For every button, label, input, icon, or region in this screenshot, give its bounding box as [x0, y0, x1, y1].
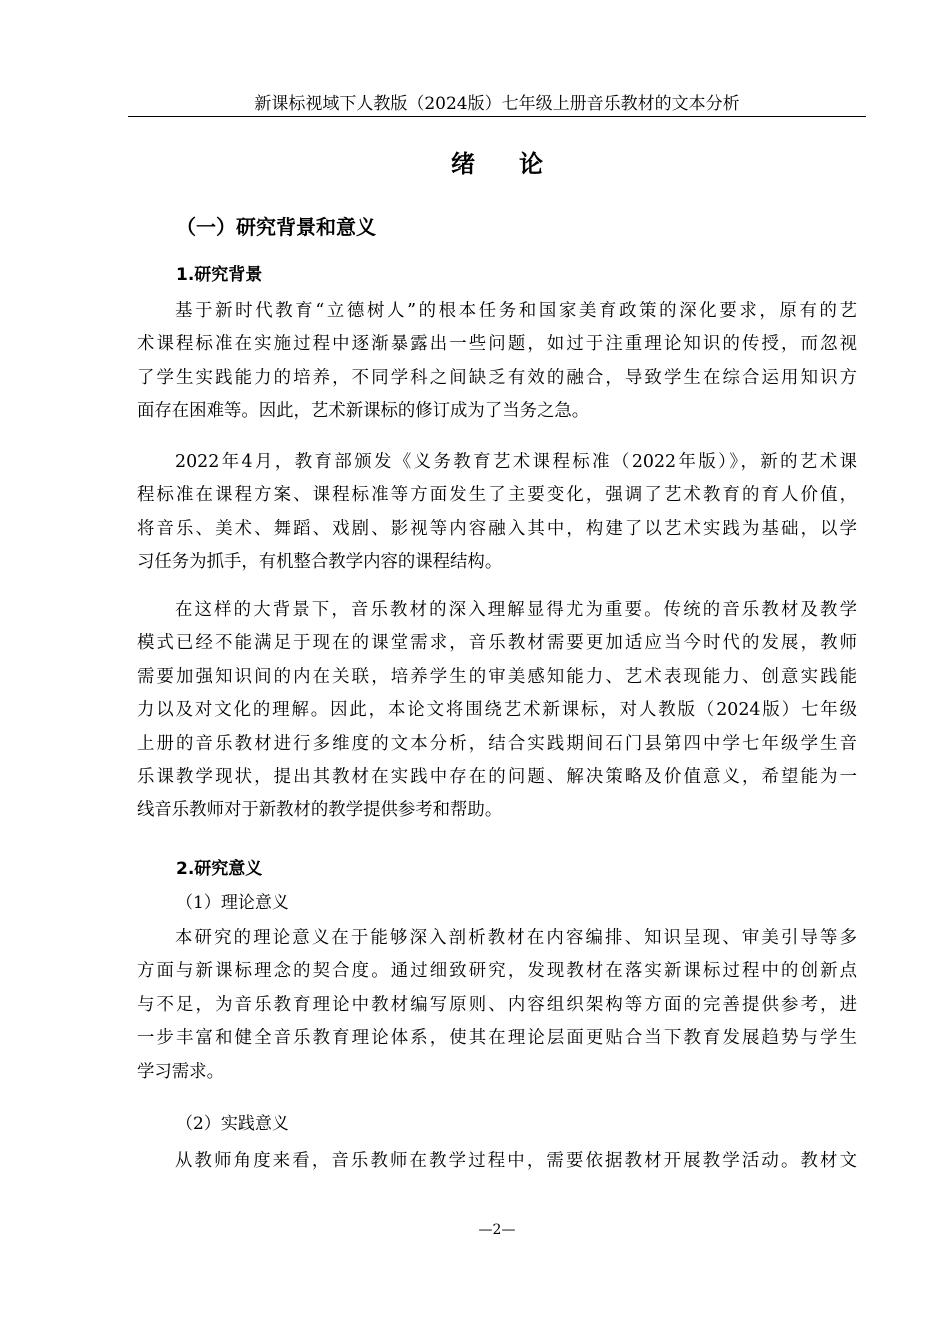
chapter-title: 绪论 [451, 150, 587, 178]
text-line: 一步丰富和健全音乐教育理论体系，使其在理论层面更贴合当下教育发展趋势与学生 [137, 1028, 857, 1049]
text-line: 线音乐教师对于新教材的教学提供参考和帮助。 [137, 800, 503, 821]
subsection-heading-research-significance: 2.研究意义 [176, 859, 263, 879]
running-header: 新课标视域下人教版（2024版）七年级上册音乐教材的文本分析 [254, 94, 740, 114]
text-line: 程标准在课程方案、课程标准等方面发生了主要变化，强调了艺术教育的育人价值， [137, 485, 857, 506]
text-line: 方面与新课标理念的契合度。通过细致研究，发现教材在落实新课标过程中的创新点 [137, 961, 857, 982]
text-line: 乐课教学现状，提出其教材在实践中存在的问题、解决策略及价值意义，希望能为一 [137, 766, 857, 787]
text-line: 基于新时代教育“立德树人”的根本任务和国家美育政策的深化要求，原有的艺 [175, 301, 857, 321]
item-heading-practical: （2）实践意义 [176, 1114, 289, 1134]
text-line: 学习需求。 [137, 1061, 224, 1082]
text-line: 从教师角度来看，音乐教师在教学过程中，需要依据教材开展教学活动。教材文 [175, 1151, 857, 1171]
text-line: 术课程标准在实施过程中逐渐暴露出一些问题，如过于注重理论知识的传授，而忽视 [137, 334, 857, 355]
text-line: 本研究的理论意义在于能够深入剖析教材在内容编排、知识呈现、审美引导等多 [175, 928, 857, 948]
paragraph-background-1 [137, 295, 857, 429]
text-line: 与不足，为音乐教育理论中教材编写原则、内容组织架构等方面的完善提供参考，进 [137, 994, 857, 1015]
text-line: 面存在困难等。因此，艺术新课标的修订成为了当务之急。 [137, 401, 590, 422]
section-heading: （一）研究背景和意义 [176, 215, 376, 239]
page-number: —2— [478, 1222, 516, 1238]
paragraph-practical [137, 1145, 857, 1178]
subsection-heading-research-background: 1.研究背景 [176, 265, 263, 285]
text-line: 习任务为抓手，有机整合教学内容的课程结构。 [137, 552, 503, 573]
item-heading-theoretical: （1）理论意义 [176, 893, 289, 913]
text-line: 在这样的大背景下，音乐教材的深入理解显得尤为重要。传统的音乐教材及教学 [175, 600, 857, 620]
text-line: 模式已经不能满足于现在的课堂需求，音乐教材需要更加适应当今时代的发展，教师 [137, 633, 857, 654]
text-line: 上册的音乐教材进行多维度的文本分析，结合实践期间石门县第四中学七年级学生音 [137, 733, 857, 754]
text-line: 将音乐、美术、舞蹈、戏剧、影视等内容融入其中，构建了以艺术实践为基础，以学 [137, 518, 857, 539]
paragraph-background-3 [137, 594, 857, 828]
paragraph-background-2 [137, 446, 857, 580]
text-line: 需要加强知识间的内在关联，培养学生的审美感知能力、艺术表现能力、创意实践能 [137, 666, 857, 687]
text-line: 2022年4月，教育部颁发《义务教育艺术课程标准（2022年版）》，新的艺术课 [175, 452, 857, 472]
text-line: 力以及对文化的理解。因此，本论文将围绕艺术新课标，对人教版（2024版）七年级 [137, 700, 857, 721]
text-line: 了学生实践能力的培养，不同学科之间缺乏有效的融合，导致学生在综合运用知识方 [137, 367, 857, 388]
paragraph-theoretical [137, 922, 857, 1089]
header-rule [128, 116, 866, 117]
